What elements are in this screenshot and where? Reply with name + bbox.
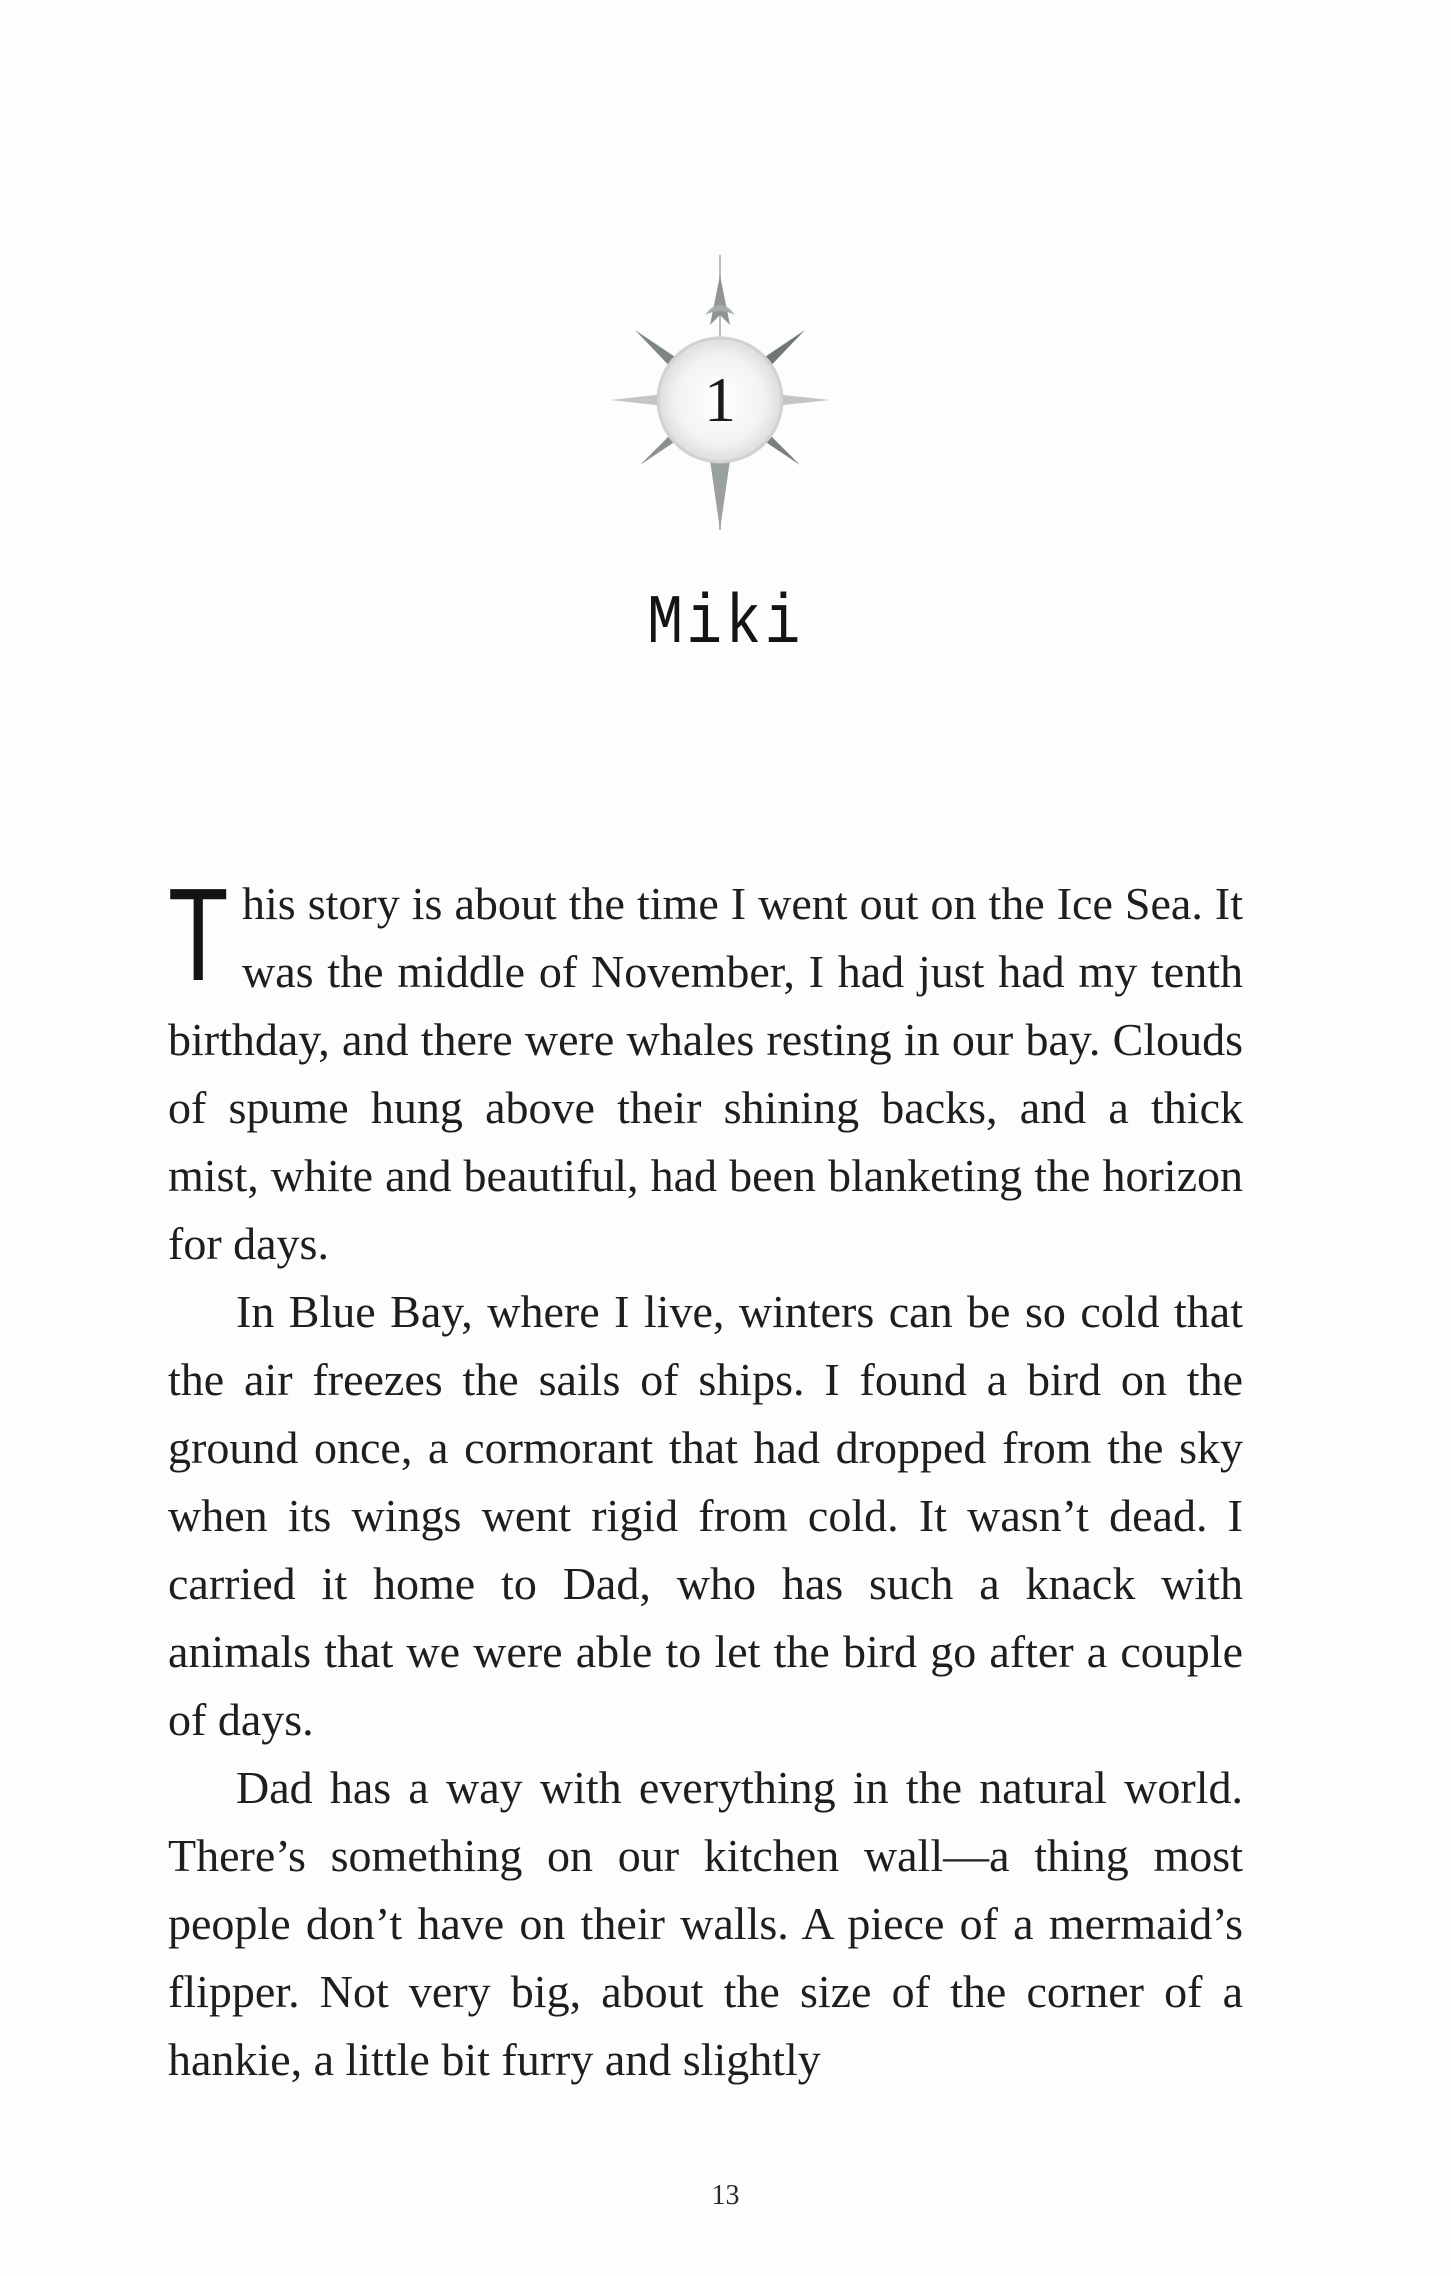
chapter-title: Miki	[647, 585, 804, 664]
page-number: 13	[711, 2180, 740, 2211]
paragraph: Dad has a way with everything in the natural world. There’s something on our kitchen wall—a thing most people don’t have on their walls. A piece of a mermaid’s flipper. Not very big, about the size of the corner of a hankie, a little bit furry and slightly	[168, 1762, 1243, 2085]
paragraph	[168, 861, 1243, 1278]
chapter-body	[168, 861, 1243, 2094]
chapter-number: 1	[704, 364, 736, 435]
drop-cap: T	[168, 861, 229, 1008]
paragraph: In Blue Bay, where I live, winters can be so cold that the air freezes the sails of ships. I found a bird on the ground once, a cormorant that had dropped from the sky when its wings went rigid from cold. It wasn’t dead. I carried it home to Dad, who has such a knack with animals that we were able to let the bird go after a couple of days.	[168, 1286, 1243, 1745]
paragraph-text: his story is about the time I went out on the Ice Sea. It was the middle of November, I had just had my tenth birthday, and there were whales resting in our bay. Clouds of spume hung above their shining backs, and a thick mist, white and beautiful, had been blanketing the horizon for days.	[168, 878, 1243, 1269]
